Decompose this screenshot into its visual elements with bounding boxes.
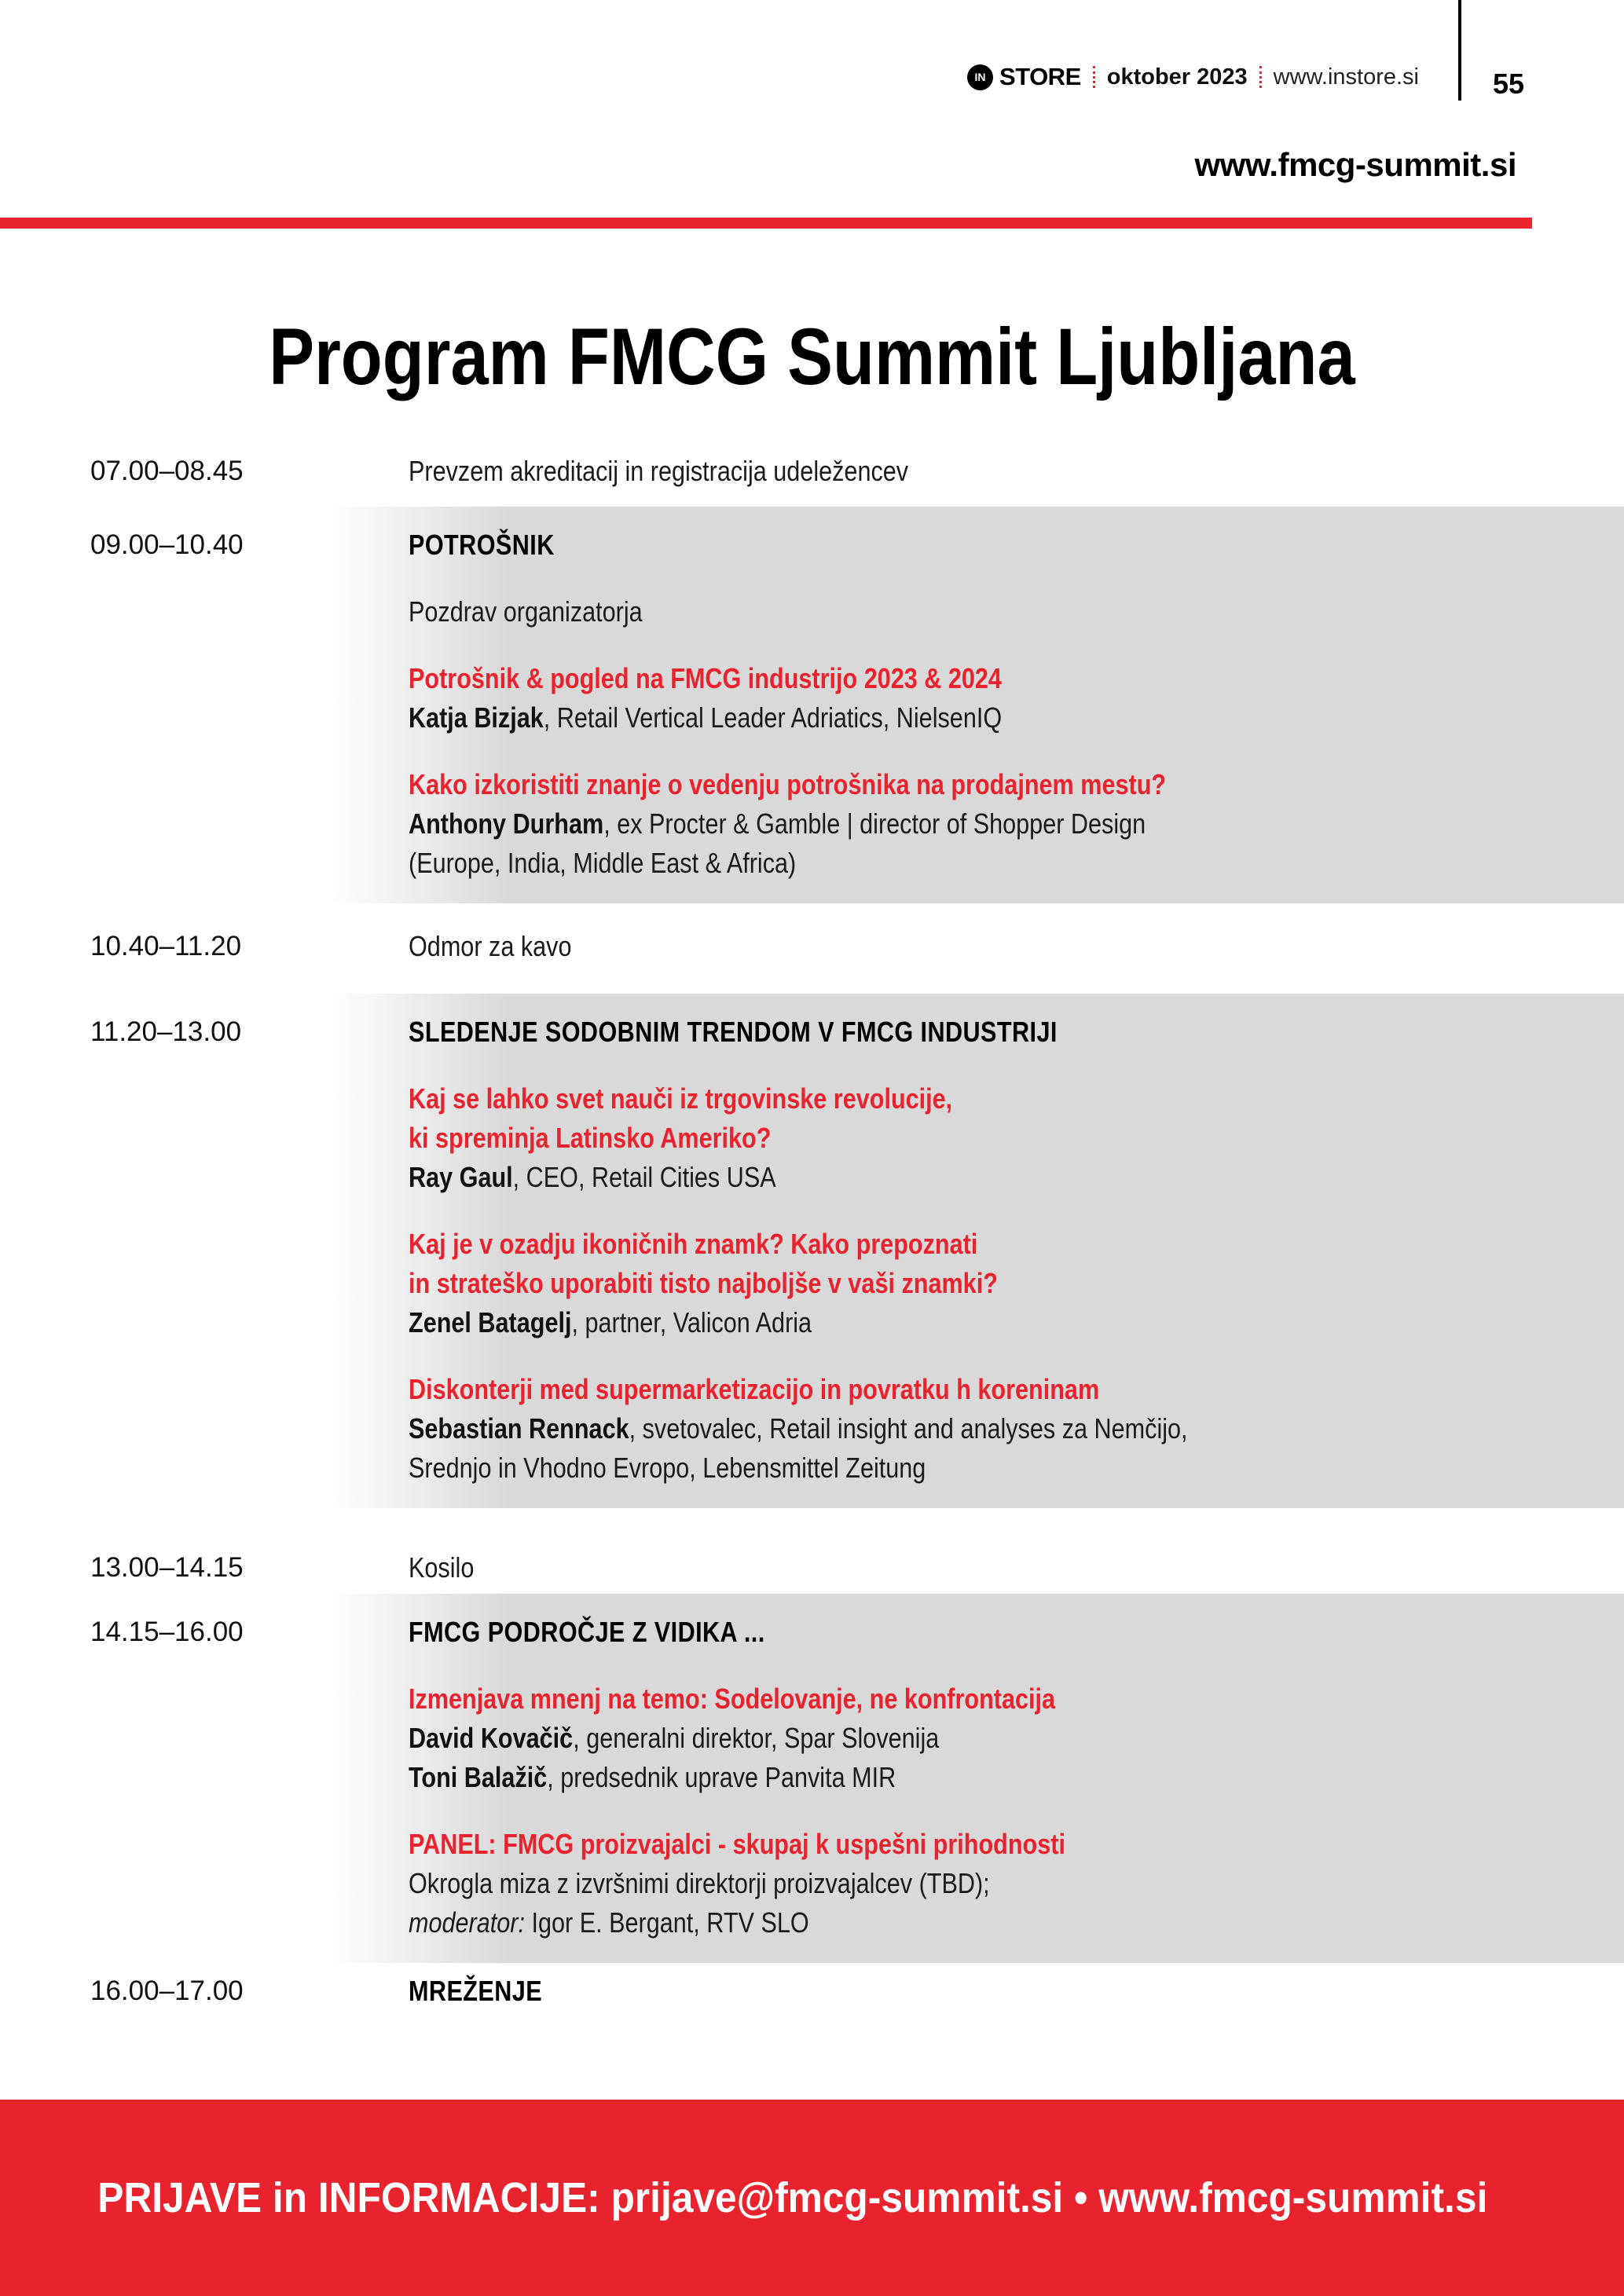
talk-title: PANEL: FMCG proizvajalci - skupaj k uspešni prihodnosti xyxy=(409,1828,1065,1860)
session-line xyxy=(409,1264,1421,1303)
session-line xyxy=(409,1719,1421,1758)
session-content xyxy=(409,1613,1624,1943)
session-content xyxy=(409,1548,1624,1587)
session-text: , svetovalec, Retail insight and analyses za Nemčijo, xyxy=(629,1412,1188,1445)
session-line xyxy=(409,1903,1421,1943)
session-line xyxy=(409,844,1421,883)
session-block xyxy=(409,1972,1600,2011)
session-text: (Europe, India, Middle East & Africa) xyxy=(409,847,797,879)
session-line xyxy=(409,592,1421,632)
speaker-name: David Kovačič xyxy=(409,1722,574,1754)
instore-logo-text: STORE xyxy=(999,63,1081,90)
time-slot: 13.00–14.15 xyxy=(90,1552,244,1583)
summit-url-header: www.fmcg-summit.si xyxy=(1194,146,1516,183)
session-block xyxy=(409,765,1600,883)
session-text: Pozdrav organizatorja xyxy=(409,595,643,628)
session-block xyxy=(409,1013,1600,1052)
session-line xyxy=(409,659,1421,698)
session-text: Srednjo in Vhodno Evropo, Lebensmittel Zeitung xyxy=(409,1452,926,1484)
footer-banner xyxy=(0,2100,1624,2296)
session-text: Kosilo xyxy=(409,1551,475,1584)
session-line xyxy=(409,1448,1421,1488)
time-slot: 10.40–11.20 xyxy=(90,931,242,961)
talk-title: Potrošnik & pogled na FMCG industrijo 2023 & 2024 xyxy=(409,662,1002,694)
session-line xyxy=(409,698,1421,738)
schedule-row xyxy=(0,1548,1624,1587)
section-heading: FMCG PODROČJE Z VIDIKA ... xyxy=(409,1616,765,1648)
session-line xyxy=(409,452,1421,491)
session-text: , CEO, Retail Cities USA xyxy=(512,1161,776,1193)
time-slot: 07.00–08.45 xyxy=(90,456,244,486)
speaker-name: Katja Bizjak xyxy=(409,701,544,734)
session-line xyxy=(409,765,1421,804)
speaker-name: Anthony Durham xyxy=(409,807,604,840)
instore-logo xyxy=(967,63,1081,91)
time-slot: 11.20–13.00 xyxy=(90,1016,242,1047)
speaker-name: Toni Balažič xyxy=(409,1761,548,1793)
speaker-name: Zenel Batagelj xyxy=(409,1306,572,1338)
dotted-separator-icon xyxy=(1093,66,1095,88)
session-content xyxy=(409,1013,1624,1488)
session-line xyxy=(409,1158,1421,1197)
session-content xyxy=(409,927,1624,966)
session-block xyxy=(409,1825,1600,1943)
session-block xyxy=(409,525,1600,565)
masthead xyxy=(0,63,1419,91)
session-text: Igor E. Bergant, RTV SLO xyxy=(524,1906,809,1939)
dotted-separator-icon xyxy=(1259,66,1262,88)
magazine-url: www.instore.si xyxy=(1273,64,1419,90)
schedule-row xyxy=(0,994,1624,1508)
session-text: , predsednik uprave Panvita MIR xyxy=(547,1761,896,1793)
session-content xyxy=(409,452,1624,491)
session-block xyxy=(409,1679,1600,1797)
session-text: , generalni direktor, Spar Slovenija xyxy=(573,1722,940,1754)
talk-title: Kaj se lahko svet nauči iz trgovinske revolucije, xyxy=(409,1082,953,1115)
registration-info: PRIJAVE in INFORMACIJE: prijave@fmcg-summit.si • www.fmcg-summit.si xyxy=(97,2174,1488,2221)
session-text: Odmor za kavo xyxy=(409,930,572,962)
time-slot: 16.00–17.00 xyxy=(90,1976,244,2006)
session-line xyxy=(409,1225,1421,1264)
session-line xyxy=(409,1013,1421,1052)
session-line xyxy=(409,1548,1421,1587)
speaker-name: Sebastian Rennack xyxy=(409,1412,629,1445)
session-block xyxy=(409,1548,1600,1587)
program-schedule xyxy=(0,452,1624,2011)
session-content xyxy=(409,1972,1624,2011)
page-number: 55 xyxy=(1493,68,1525,100)
session-text: Prevzem akreditacij in registracija udeležencev xyxy=(409,455,909,487)
session-block xyxy=(409,452,1600,491)
moderator-label: moderator: xyxy=(409,1906,525,1939)
session-line xyxy=(409,1303,1421,1342)
talk-title: Diskonterji med supermarketizacijo in povratku h koreninam xyxy=(409,1373,1100,1405)
session-line xyxy=(409,1370,1421,1409)
session-line xyxy=(409,1409,1421,1448)
talk-title: Izmenjava mnenj na temo: Sodelovanje, ne konfrontacija xyxy=(409,1683,1056,1715)
session-line xyxy=(409,1825,1421,1864)
schedule-row xyxy=(0,452,1624,491)
session-text: , Retail Vertical Leader Adriatics, NielsenIQ xyxy=(543,701,1003,734)
session-line xyxy=(409,1679,1421,1719)
session-block xyxy=(409,1613,1600,1652)
section-heading: SLEDENJE SODOBNIM TRENDOM V FMCG INDUSTRIJI xyxy=(409,1016,1058,1048)
session-line xyxy=(409,1864,1421,1903)
session-line xyxy=(409,1972,1421,2011)
session-line xyxy=(409,927,1421,966)
session-line xyxy=(409,804,1421,844)
time-slot: 14.15–16.00 xyxy=(90,1617,244,1647)
schedule-row xyxy=(0,1972,1624,2011)
talk-title: ki spreminja Latinsko Ameriko? xyxy=(409,1122,772,1154)
red-divider-rule xyxy=(0,218,1532,229)
time-slot: 09.00–10.40 xyxy=(90,529,244,560)
session-line xyxy=(409,525,1421,565)
talk-title: Kako izkoristiti znanje o vedenju potrošnika na prodajnem mestu? xyxy=(409,768,1167,800)
section-heading: POTROŠNIK xyxy=(409,529,555,561)
session-block xyxy=(409,927,1600,966)
session-text: Okrogla miza z izvršnimi direktorji proizvajalcev (TBD); xyxy=(409,1867,990,1899)
talk-title: Kaj je v ozadju ikoničnih znamk? Kako prepoznati xyxy=(409,1228,978,1260)
session-line xyxy=(409,1079,1421,1119)
masthead-divider-line xyxy=(1458,0,1461,101)
session-line xyxy=(409,1758,1421,1797)
session-content xyxy=(409,525,1624,883)
session-line xyxy=(409,1613,1421,1652)
speaker-name: Ray Gaul xyxy=(409,1161,513,1193)
session-block xyxy=(409,1370,1600,1488)
session-line xyxy=(409,1119,1421,1158)
talk-title: in strateško uporabiti tisto najboljše v vaši znamki? xyxy=(409,1267,998,1299)
instore-circle-icon: IN xyxy=(967,64,993,90)
session-block xyxy=(409,659,1600,738)
schedule-row xyxy=(0,507,1624,903)
session-text: , partner, Valicon Adria xyxy=(571,1306,812,1338)
session-block xyxy=(409,592,1600,632)
schedule-row xyxy=(0,927,1624,966)
page-title: Program FMCG Summit Ljubljana xyxy=(269,312,1355,402)
section-heading: MREŽENJE xyxy=(409,1975,543,2007)
session-text: , ex Procter & Gamble | director of Shopper Design xyxy=(603,807,1146,840)
issue-date: oktober 2023 xyxy=(1106,64,1248,90)
session-block xyxy=(409,1225,1600,1342)
session-block xyxy=(409,1079,1600,1197)
schedule-row xyxy=(0,1594,1624,1963)
